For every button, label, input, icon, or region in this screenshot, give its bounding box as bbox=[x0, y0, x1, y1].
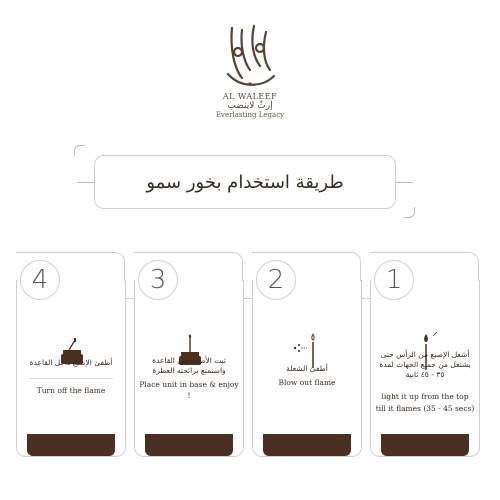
step-number: 3 bbox=[138, 260, 178, 300]
step-text-en: Blow out flame bbox=[278, 378, 336, 387]
step-card-base bbox=[145, 434, 233, 456]
brand-tagline: Everlasting Legacy bbox=[215, 111, 285, 119]
divider bbox=[29, 378, 113, 379]
step-card-base bbox=[263, 434, 351, 456]
step-text-en-line2: till it flames (35 - 45 secs) bbox=[375, 404, 475, 413]
step-text-ar: ثبت الأصبع على القاعدة واستمتع برائحته العطرة bbox=[152, 356, 226, 376]
title-corner-decoration bbox=[404, 207, 415, 218]
step-card-1 bbox=[370, 252, 478, 462]
step-text-ar: أطفئ الإصبع داخل القاعدة bbox=[29, 358, 113, 367]
step-card-base bbox=[27, 434, 115, 456]
step-number: 1 bbox=[374, 260, 414, 300]
step-card-body bbox=[16, 280, 126, 457]
step-card-2 bbox=[252, 252, 360, 462]
step-number: 2 bbox=[256, 260, 296, 300]
step-card-base bbox=[381, 434, 469, 456]
step-card-4 bbox=[16, 252, 124, 462]
step-card-body bbox=[134, 280, 244, 457]
page-title: طريقة استخدام بخور سمو bbox=[146, 171, 344, 193]
step-text-en: Place unit in base & enjoy ! bbox=[139, 380, 239, 400]
title-banner bbox=[94, 155, 396, 209]
step-card-body bbox=[252, 280, 362, 457]
title-corner-decoration bbox=[74, 145, 85, 156]
step-number: 4 bbox=[20, 260, 60, 300]
step-card-3 bbox=[134, 252, 242, 462]
step-text-en: Turn off the flame bbox=[36, 386, 106, 395]
brand-logo bbox=[200, 18, 300, 128]
step-text-ar: أشعل الإصبع من الرأس حتى يشتعل من جميع الجهات لمدة ٣٥ - ٤٥ ثانية bbox=[379, 350, 471, 380]
step-card-body bbox=[370, 280, 480, 457]
brand-name-en: AL WALEEF bbox=[222, 92, 278, 101]
step-text-en-line1: light it up from the top bbox=[381, 392, 469, 401]
step-text-ar: أطفئ الشعلة bbox=[286, 364, 328, 373]
al-waleef-calligraphy-icon bbox=[220, 18, 280, 90]
brand-name-ar: إرثٌ لاينضب bbox=[227, 101, 273, 111]
